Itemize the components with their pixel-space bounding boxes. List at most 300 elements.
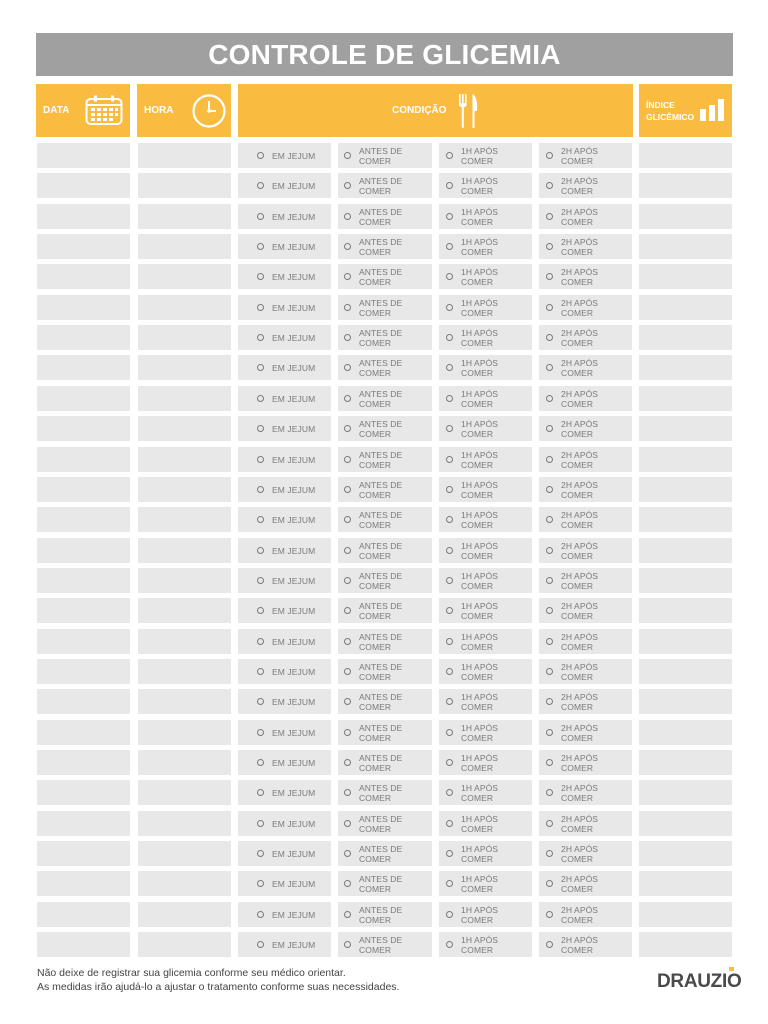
condition-option[interactable]: [338, 204, 432, 229]
radio-circle-icon[interactable]: [546, 516, 553, 523]
indice-input-cell[interactable]: [639, 598, 732, 623]
radio-circle-icon[interactable]: [257, 304, 264, 311]
data-input-cell[interactable]: [37, 659, 130, 684]
indice-input-cell[interactable]: [639, 416, 732, 441]
radio-circle-icon[interactable]: [344, 425, 351, 432]
condition-option[interactable]: [338, 264, 432, 289]
condition-option[interactable]: [539, 598, 632, 623]
radio-circle-icon[interactable]: [344, 486, 351, 493]
radio-circle-icon[interactable]: [446, 364, 453, 371]
condition-option[interactable]: [539, 811, 632, 836]
indice-input-cell[interactable]: [639, 386, 732, 411]
condition-option[interactable]: [439, 932, 532, 957]
condition-option[interactable]: [539, 416, 632, 441]
radio-circle-icon[interactable]: [344, 638, 351, 645]
radio-circle-icon[interactable]: [257, 486, 264, 493]
radio-circle-icon[interactable]: [446, 911, 453, 918]
condition-option[interactable]: [238, 841, 331, 866]
condition-option[interactable]: [439, 538, 532, 563]
indice-input-cell[interactable]: [639, 143, 732, 168]
hora-input-cell[interactable]: [138, 386, 231, 411]
radio-circle-icon[interactable]: [344, 668, 351, 675]
condition-option[interactable]: [539, 143, 632, 168]
condition-option[interactable]: [338, 902, 432, 927]
data-input-cell[interactable]: [37, 538, 130, 563]
radio-circle-icon[interactable]: [446, 759, 453, 766]
hora-input-cell[interactable]: [138, 538, 231, 563]
condition-option[interactable]: [238, 871, 331, 896]
indice-input-cell[interactable]: [639, 173, 732, 198]
indice-input-cell[interactable]: [639, 871, 732, 896]
radio-circle-icon[interactable]: [446, 395, 453, 402]
radio-circle-icon[interactable]: [344, 880, 351, 887]
radio-circle-icon[interactable]: [344, 243, 351, 250]
data-input-cell[interactable]: [37, 750, 130, 775]
data-input-cell[interactable]: [37, 568, 130, 593]
condition-option[interactable]: [439, 659, 532, 684]
condition-option[interactable]: [238, 386, 331, 411]
data-input-cell[interactable]: [37, 264, 130, 289]
radio-circle-icon[interactable]: [546, 213, 553, 220]
data-input-cell[interactable]: [37, 871, 130, 896]
radio-circle-icon[interactable]: [257, 425, 264, 432]
radio-circle-icon[interactable]: [344, 911, 351, 918]
condition-option[interactable]: [238, 234, 331, 259]
radio-circle-icon[interactable]: [446, 668, 453, 675]
hora-input-cell[interactable]: [138, 416, 231, 441]
condition-option[interactable]: [439, 841, 532, 866]
condition-option[interactable]: [539, 507, 632, 532]
radio-circle-icon[interactable]: [344, 729, 351, 736]
condition-option[interactable]: [238, 568, 331, 593]
condition-option[interactable]: [439, 871, 532, 896]
radio-circle-icon[interactable]: [446, 729, 453, 736]
condition-option[interactable]: [539, 234, 632, 259]
condition-option[interactable]: [238, 689, 331, 714]
radio-circle-icon[interactable]: [446, 547, 453, 554]
radio-circle-icon[interactable]: [344, 304, 351, 311]
condition-option[interactable]: [338, 143, 432, 168]
hora-input-cell[interactable]: [138, 355, 231, 380]
radio-circle-icon[interactable]: [257, 789, 264, 796]
hora-input-cell[interactable]: [138, 295, 231, 320]
condition-option[interactable]: [338, 416, 432, 441]
condition-option[interactable]: [238, 659, 331, 684]
condition-option[interactable]: [439, 750, 532, 775]
condition-option[interactable]: [238, 355, 331, 380]
condition-option[interactable]: [439, 416, 532, 441]
radio-circle-icon[interactable]: [257, 577, 264, 584]
radio-circle-icon[interactable]: [546, 759, 553, 766]
radio-circle-icon[interactable]: [446, 304, 453, 311]
indice-input-cell[interactable]: [639, 811, 732, 836]
condition-option[interactable]: [439, 598, 532, 623]
radio-circle-icon[interactable]: [546, 577, 553, 584]
radio-circle-icon[interactable]: [546, 850, 553, 857]
indice-input-cell[interactable]: [639, 355, 732, 380]
condition-option[interactable]: [338, 841, 432, 866]
indice-input-cell[interactable]: [639, 568, 732, 593]
radio-circle-icon[interactable]: [446, 516, 453, 523]
condition-option[interactable]: [539, 477, 632, 502]
condition-option[interactable]: [238, 932, 331, 957]
condition-option[interactable]: [338, 295, 432, 320]
radio-circle-icon[interactable]: [257, 698, 264, 705]
condition-option[interactable]: [338, 780, 432, 805]
condition-option[interactable]: [539, 355, 632, 380]
radio-circle-icon[interactable]: [446, 850, 453, 857]
radio-circle-icon[interactable]: [344, 364, 351, 371]
radio-circle-icon[interactable]: [344, 820, 351, 827]
condition-option[interactable]: [338, 477, 432, 502]
indice-input-cell[interactable]: [639, 902, 732, 927]
hora-input-cell[interactable]: [138, 143, 231, 168]
indice-input-cell[interactable]: [639, 295, 732, 320]
radio-circle-icon[interactable]: [257, 668, 264, 675]
data-input-cell[interactable]: [37, 932, 130, 957]
radio-circle-icon[interactable]: [257, 820, 264, 827]
radio-circle-icon[interactable]: [446, 243, 453, 250]
hora-input-cell[interactable]: [138, 841, 231, 866]
condition-option[interactable]: [338, 355, 432, 380]
radio-circle-icon[interactable]: [546, 273, 553, 280]
radio-circle-icon[interactable]: [446, 941, 453, 948]
condition-option[interactable]: [338, 811, 432, 836]
indice-input-cell[interactable]: [639, 750, 732, 775]
radio-circle-icon[interactable]: [344, 607, 351, 614]
condition-option[interactable]: [338, 538, 432, 563]
radio-circle-icon[interactable]: [546, 547, 553, 554]
condition-option[interactable]: [238, 720, 331, 745]
radio-circle-icon[interactable]: [257, 334, 264, 341]
radio-circle-icon[interactable]: [257, 152, 264, 159]
radio-circle-icon[interactable]: [446, 273, 453, 280]
condition-option[interactable]: [439, 204, 532, 229]
condition-option[interactable]: [439, 386, 532, 411]
condition-option[interactable]: [338, 507, 432, 532]
data-input-cell[interactable]: [37, 841, 130, 866]
indice-input-cell[interactable]: [639, 204, 732, 229]
radio-circle-icon[interactable]: [546, 182, 553, 189]
condition-option-label: EM JEJUM: [272, 211, 316, 222]
condition-option[interactable]: [238, 173, 331, 198]
data-input-cell[interactable]: [37, 507, 130, 532]
radio-circle-icon[interactable]: [546, 607, 553, 614]
radio-circle-icon[interactable]: [257, 395, 264, 402]
condition-option[interactable]: [539, 204, 632, 229]
hora-input-cell[interactable]: [138, 902, 231, 927]
condition-option[interactable]: [439, 234, 532, 259]
condition-option[interactable]: [539, 538, 632, 563]
radio-circle-icon[interactable]: [344, 182, 351, 189]
data-input-cell[interactable]: [37, 173, 130, 198]
radio-circle-icon[interactable]: [546, 880, 553, 887]
condition-option[interactable]: [338, 598, 432, 623]
condition-option[interactable]: [539, 173, 632, 198]
radio-circle-icon[interactable]: [546, 729, 553, 736]
radio-circle-icon[interactable]: [344, 516, 351, 523]
radio-circle-icon[interactable]: [446, 820, 453, 827]
condition-option[interactable]: [338, 932, 432, 957]
radio-circle-icon[interactable]: [344, 213, 351, 220]
condition-option[interactable]: [439, 143, 532, 168]
condition-option[interactable]: [238, 295, 331, 320]
condition-option[interactable]: [539, 264, 632, 289]
hora-input-cell[interactable]: [138, 871, 231, 896]
data-input-cell[interactable]: [37, 295, 130, 320]
radio-circle-icon[interactable]: [257, 364, 264, 371]
condition-option[interactable]: [238, 598, 331, 623]
condition-option[interactable]: [539, 629, 632, 654]
radio-circle-icon[interactable]: [257, 243, 264, 250]
table-row: [0, 568, 768, 593]
condition-option[interactable]: [338, 659, 432, 684]
radio-circle-icon[interactable]: [546, 334, 553, 341]
hora-input-cell[interactable]: [138, 507, 231, 532]
data-input-cell[interactable]: [37, 204, 130, 229]
hora-input-cell[interactable]: [138, 173, 231, 198]
condition-option[interactable]: [539, 720, 632, 745]
condition-option[interactable]: [439, 629, 532, 654]
data-input-cell[interactable]: [37, 416, 130, 441]
radio-circle-icon[interactable]: [446, 698, 453, 705]
radio-circle-icon[interactable]: [546, 456, 553, 463]
radio-circle-icon[interactable]: [344, 759, 351, 766]
radio-circle-icon[interactable]: [546, 911, 553, 918]
radio-circle-icon[interactable]: [546, 789, 553, 796]
condition-option[interactable]: [539, 568, 632, 593]
condition-option[interactable]: [539, 932, 632, 957]
hora-input-cell[interactable]: [138, 264, 231, 289]
hora-input-cell[interactable]: [138, 325, 231, 350]
radio-circle-icon[interactable]: [446, 182, 453, 189]
condition-option[interactable]: [238, 477, 331, 502]
radio-circle-icon[interactable]: [446, 789, 453, 796]
indice-input-cell[interactable]: [639, 477, 732, 502]
condition-option[interactable]: [238, 447, 331, 472]
condition-option[interactable]: [439, 811, 532, 836]
radio-circle-icon[interactable]: [546, 820, 553, 827]
indice-input-cell[interactable]: [639, 234, 732, 259]
radio-circle-icon[interactable]: [546, 425, 553, 432]
data-input-cell[interactable]: [37, 598, 130, 623]
condition-option[interactable]: [539, 689, 632, 714]
condition-option[interactable]: [338, 750, 432, 775]
radio-circle-icon[interactable]: [546, 364, 553, 371]
indice-input-cell[interactable]: [639, 629, 732, 654]
condition-option[interactable]: [238, 204, 331, 229]
hora-input-cell[interactable]: [138, 811, 231, 836]
condition-option[interactable]: [238, 264, 331, 289]
condition-option[interactable]: [238, 629, 331, 654]
condition-option[interactable]: [539, 780, 632, 805]
radio-circle-icon[interactable]: [546, 638, 553, 645]
radio-circle-icon[interactable]: [344, 456, 351, 463]
radio-circle-icon[interactable]: [344, 334, 351, 341]
condition-option[interactable]: [439, 325, 532, 350]
indice-input-cell[interactable]: [639, 325, 732, 350]
data-input-cell[interactable]: [37, 477, 130, 502]
radio-circle-icon[interactable]: [257, 941, 264, 948]
hora-input-cell[interactable]: [138, 234, 231, 259]
radio-circle-icon[interactable]: [446, 213, 453, 220]
data-input-cell[interactable]: [37, 325, 130, 350]
radio-circle-icon[interactable]: [257, 850, 264, 857]
indice-input-cell[interactable]: [639, 932, 732, 957]
radio-circle-icon[interactable]: [546, 668, 553, 675]
condition-option[interactable]: [238, 750, 331, 775]
condition-option[interactable]: [439, 507, 532, 532]
condition-option[interactable]: [439, 902, 532, 927]
radio-circle-icon[interactable]: [546, 698, 553, 705]
condition-option[interactable]: [238, 325, 331, 350]
condition-option[interactable]: [238, 780, 331, 805]
data-input-cell[interactable]: [37, 689, 130, 714]
radio-circle-icon[interactable]: [546, 243, 553, 250]
indice-input-cell[interactable]: [639, 659, 732, 684]
data-input-cell[interactable]: [37, 234, 130, 259]
condition-option[interactable]: [439, 264, 532, 289]
condition-option[interactable]: [338, 173, 432, 198]
condition-option[interactable]: [338, 234, 432, 259]
condition-option[interactable]: [238, 143, 331, 168]
condition-option[interactable]: [338, 447, 432, 472]
condition-option[interactable]: [539, 659, 632, 684]
radio-circle-icon[interactable]: [257, 516, 264, 523]
hora-input-cell[interactable]: [138, 568, 231, 593]
radio-circle-icon[interactable]: [257, 880, 264, 887]
radio-circle-icon[interactable]: [546, 304, 553, 311]
radio-circle-icon[interactable]: [344, 698, 351, 705]
radio-circle-icon[interactable]: [446, 638, 453, 645]
indice-input-cell[interactable]: [639, 780, 732, 805]
condition-option[interactable]: [238, 811, 331, 836]
data-input-cell[interactable]: [37, 720, 130, 745]
data-input-cell[interactable]: [37, 355, 130, 380]
radio-circle-icon[interactable]: [344, 273, 351, 280]
radio-circle-icon[interactable]: [257, 607, 264, 614]
data-input-cell[interactable]: [37, 780, 130, 805]
data-input-cell[interactable]: [37, 386, 130, 411]
radio-circle-icon[interactable]: [257, 273, 264, 280]
radio-circle-icon[interactable]: [446, 880, 453, 887]
condition-option[interactable]: [439, 295, 532, 320]
hora-input-cell[interactable]: [138, 447, 231, 472]
radio-circle-icon[interactable]: [546, 152, 553, 159]
condition-option[interactable]: [338, 325, 432, 350]
radio-circle-icon[interactable]: [446, 456, 453, 463]
radio-circle-icon[interactable]: [257, 456, 264, 463]
radio-circle-icon[interactable]: [257, 547, 264, 554]
radio-circle-icon[interactable]: [546, 941, 553, 948]
hora-input-cell[interactable]: [138, 659, 231, 684]
indice-input-cell[interactable]: [639, 689, 732, 714]
radio-circle-icon[interactable]: [546, 486, 553, 493]
condition-option[interactable]: [439, 477, 532, 502]
condition-option[interactable]: [539, 325, 632, 350]
radio-circle-icon[interactable]: [344, 152, 351, 159]
indice-input-cell[interactable]: [639, 447, 732, 472]
radio-circle-icon[interactable]: [344, 395, 351, 402]
condition-option[interactable]: [439, 173, 532, 198]
radio-circle-icon[interactable]: [257, 759, 264, 766]
condition-option[interactable]: [338, 629, 432, 654]
condition-option[interactable]: [238, 416, 331, 441]
condition-option[interactable]: [539, 841, 632, 866]
radio-circle-icon[interactable]: [344, 577, 351, 584]
indice-input-cell[interactable]: [639, 264, 732, 289]
condition-option[interactable]: [338, 386, 432, 411]
condition-option[interactable]: [338, 568, 432, 593]
hora-input-cell[interactable]: [138, 598, 231, 623]
condition-option[interactable]: [539, 902, 632, 927]
condition-option[interactable]: [539, 750, 632, 775]
indice-input-cell[interactable]: [639, 841, 732, 866]
radio-circle-icon[interactable]: [257, 638, 264, 645]
condition-option[interactable]: [238, 507, 331, 532]
radio-circle-icon[interactable]: [546, 395, 553, 402]
radio-circle-icon[interactable]: [344, 941, 351, 948]
radio-circle-icon[interactable]: [446, 607, 453, 614]
radio-circle-icon[interactable]: [446, 486, 453, 493]
indice-input-cell[interactable]: [639, 720, 732, 745]
radio-circle-icon[interactable]: [344, 547, 351, 554]
data-input-cell[interactable]: [37, 447, 130, 472]
hora-input-cell[interactable]: [138, 932, 231, 957]
data-input-cell[interactable]: [37, 143, 130, 168]
condition-option[interactable]: [439, 780, 532, 805]
condition-option[interactable]: [439, 689, 532, 714]
condition-option[interactable]: [338, 720, 432, 745]
data-input-cell[interactable]: [37, 902, 130, 927]
condition-option[interactable]: [238, 538, 331, 563]
radio-circle-icon[interactable]: [257, 182, 264, 189]
indice-input-cell[interactable]: [639, 538, 732, 563]
radio-circle-icon[interactable]: [257, 729, 264, 736]
hora-input-cell[interactable]: [138, 750, 231, 775]
radio-circle-icon[interactable]: [257, 911, 264, 918]
condition-option[interactable]: [439, 355, 532, 380]
condition-option[interactable]: [539, 295, 632, 320]
radio-circle-icon[interactable]: [344, 789, 351, 796]
radio-circle-icon[interactable]: [446, 334, 453, 341]
radio-circle-icon[interactable]: [257, 213, 264, 220]
condition-option[interactable]: [539, 386, 632, 411]
condition-option[interactable]: [439, 720, 532, 745]
hora-input-cell[interactable]: [138, 629, 231, 654]
radio-circle-icon[interactable]: [446, 152, 453, 159]
condition-option-label: ANTES DE COMER: [359, 236, 403, 257]
condition-option[interactable]: [539, 447, 632, 472]
indice-input-cell[interactable]: [639, 507, 732, 532]
condition-option[interactable]: [338, 871, 432, 896]
hora-input-cell[interactable]: [138, 689, 231, 714]
radio-circle-icon[interactable]: [446, 577, 453, 584]
condition-option[interactable]: [539, 871, 632, 896]
condition-option[interactable]: [338, 689, 432, 714]
data-input-cell[interactable]: [37, 811, 130, 836]
condition-option[interactable]: [238, 902, 331, 927]
radio-circle-icon[interactable]: [446, 425, 453, 432]
hora-input-cell[interactable]: [138, 477, 231, 502]
condition-option[interactable]: [439, 447, 532, 472]
data-input-cell[interactable]: [37, 629, 130, 654]
radio-circle-icon[interactable]: [344, 850, 351, 857]
hora-input-cell[interactable]: [138, 720, 231, 745]
hora-input-cell[interactable]: [138, 780, 231, 805]
hora-input-cell[interactable]: [138, 204, 231, 229]
condition-option[interactable]: [439, 568, 532, 593]
